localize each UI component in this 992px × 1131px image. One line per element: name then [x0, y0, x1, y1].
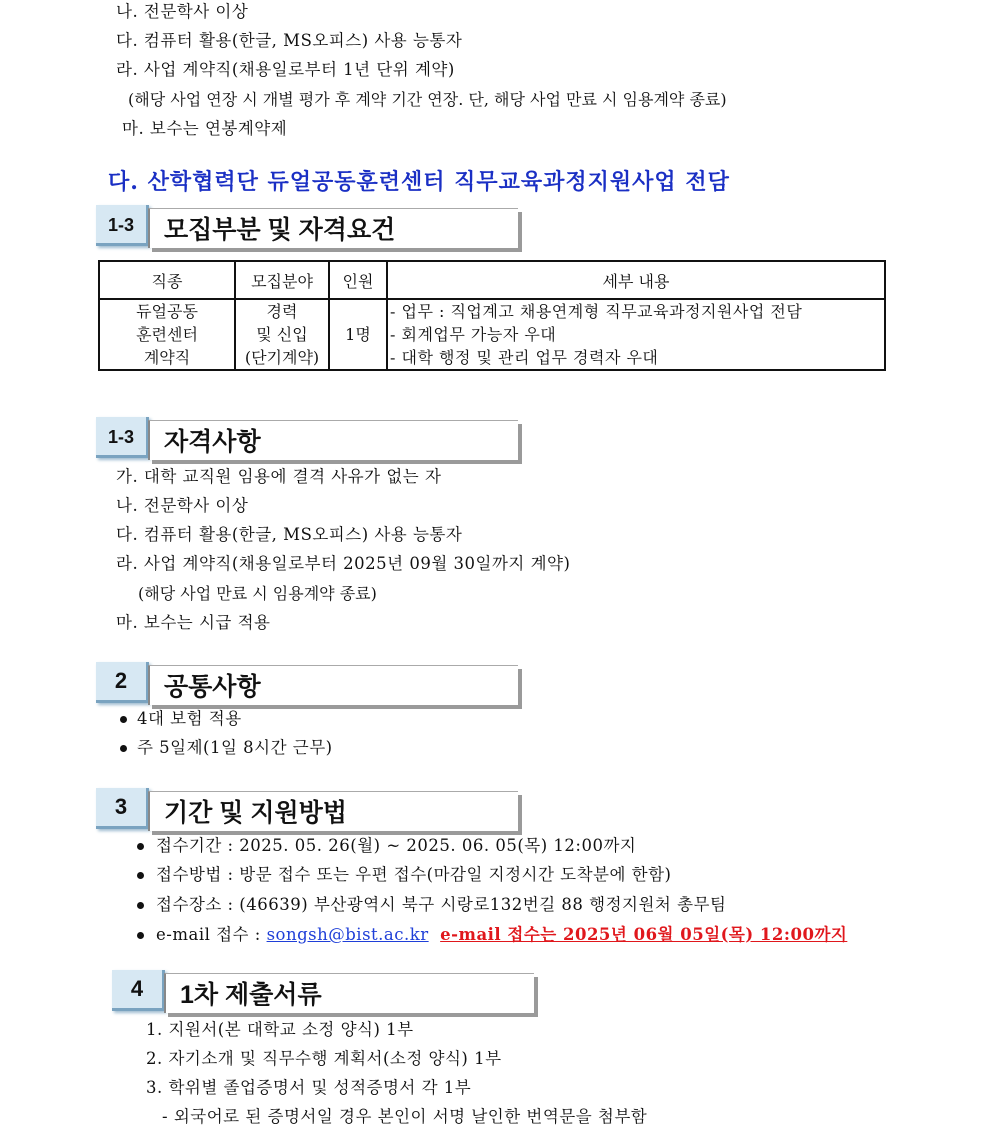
section-title: 자격사항 — [148, 420, 518, 460]
list-item: 나. 전문학사 이상 — [116, 2, 249, 21]
count-cell: 1명 — [329, 299, 387, 370]
table-header: 인원 — [329, 261, 387, 299]
section-title: 모집부분 및 자격요건 — [148, 208, 518, 248]
table-row — [99, 299, 885, 370]
bullet-icon — [120, 716, 127, 723]
list-item: 마. 보수는 시급 적용 — [116, 613, 271, 632]
table-header: 직종 — [99, 261, 235, 299]
list-item: 나. 전문학사 이상 — [116, 496, 249, 515]
table-header-row — [99, 261, 885, 299]
sub-heading: 다. 산학협력단 듀얼공동훈련센터 직무교육과정지원사업 전담 — [108, 169, 730, 195]
section-number: 1-3 — [96, 417, 149, 458]
bullet-icon — [137, 932, 144, 939]
bullet-icon — [137, 902, 144, 909]
list-item-note: - 외국어로 된 증명서일 경우 본인이 서명 날인한 번역문을 첨부함 — [162, 1107, 648, 1126]
list-item-note: (해당 사업 연장 시 개별 평가 후 계약 기간 연장. 단, 해당 사업 만료 시 임용계약 종료) — [128, 90, 727, 109]
table-header: 모집분야 — [235, 261, 329, 299]
list-item-note: (해당 사업 만료 시 임용계약 종료) — [138, 584, 377, 603]
list-item: 다. 컴퓨터 활용(한글, MS오피스) 사용 능통자 — [116, 31, 463, 50]
list-item: 라. 사업 계약직(채용일로부터 2025년 09월 30일까지 계약) — [116, 554, 571, 573]
list-item: 1. 지원서(본 대학교 소정 양식) 1부 — [146, 1020, 414, 1039]
section-number: 4 — [112, 970, 165, 1011]
section-title: 기간 및 지원방법 — [148, 791, 518, 831]
list-item: 4대 보험 적용 — [137, 709, 242, 728]
list-item: 주 5일제(1일 8시간 근무) — [137, 738, 333, 757]
email-label: e-mail 접수 : — [156, 925, 267, 944]
section-number: 2 — [96, 662, 149, 703]
section-title: 1차 제출서류 — [164, 973, 534, 1013]
list-item: 접수장소 : (46639) 부산광역시 북구 시랑로132번길 88 행정지원처 총무팀 — [156, 895, 727, 914]
field-cell: 경력 및 신입 (단기계약) — [235, 299, 329, 370]
list-item: 다. 컴퓨터 활용(한글, MS오피스) 사용 능통자 — [116, 525, 463, 544]
list-item: 3. 학위별 졸업증명서 및 성적증명서 각 1부 — [146, 1078, 472, 1097]
email-list-item — [156, 925, 847, 945]
list-item: 마. 보수는 연봉계약제 — [122, 119, 288, 138]
list-item: 라. 사업 계약직(채용일로부터 1년 단위 계약) — [116, 60, 455, 79]
section-number: 1-3 — [96, 205, 149, 246]
list-item: 접수방법 : 방문 접수 또는 우편 접수(마감일 지정시간 도착분에 한함) — [156, 865, 672, 884]
table-header: 세부 내용 — [387, 261, 885, 299]
email-deadline-notice: e-mail 접수는 2025년 06월 05일(목) 12:00까지 — [440, 925, 848, 944]
list-item: 접수기간 : 2025. 05. 26(월) ~ 2025. 06. 05(목) 12:00까지 — [156, 836, 637, 855]
detail-cell: - 업무 : 직업계고 채용연계형 직무교육과정지원사업 전담 - 회계업무 가능자 우대 - 대학 행정 및 관리 업무 경력자 우대 — [387, 299, 885, 370]
recruit-table — [98, 260, 886, 371]
email-link[interactable]: songsh@bist.ac.kr — [266, 925, 429, 944]
section-number: 3 — [96, 788, 149, 829]
list-item: 가. 대학 교직원 임용에 결격 사유가 없는 자 — [116, 467, 442, 486]
list-item: 2. 자기소개 및 직무수행 계획서(소정 양식) 1부 — [146, 1049, 502, 1068]
bullet-icon — [137, 843, 144, 850]
bullet-icon — [120, 745, 127, 752]
job-cell: 듀얼공동 훈련센터 계약직 — [99, 299, 235, 370]
section-title: 공통사항 — [148, 665, 518, 705]
bullet-icon — [137, 872, 144, 879]
